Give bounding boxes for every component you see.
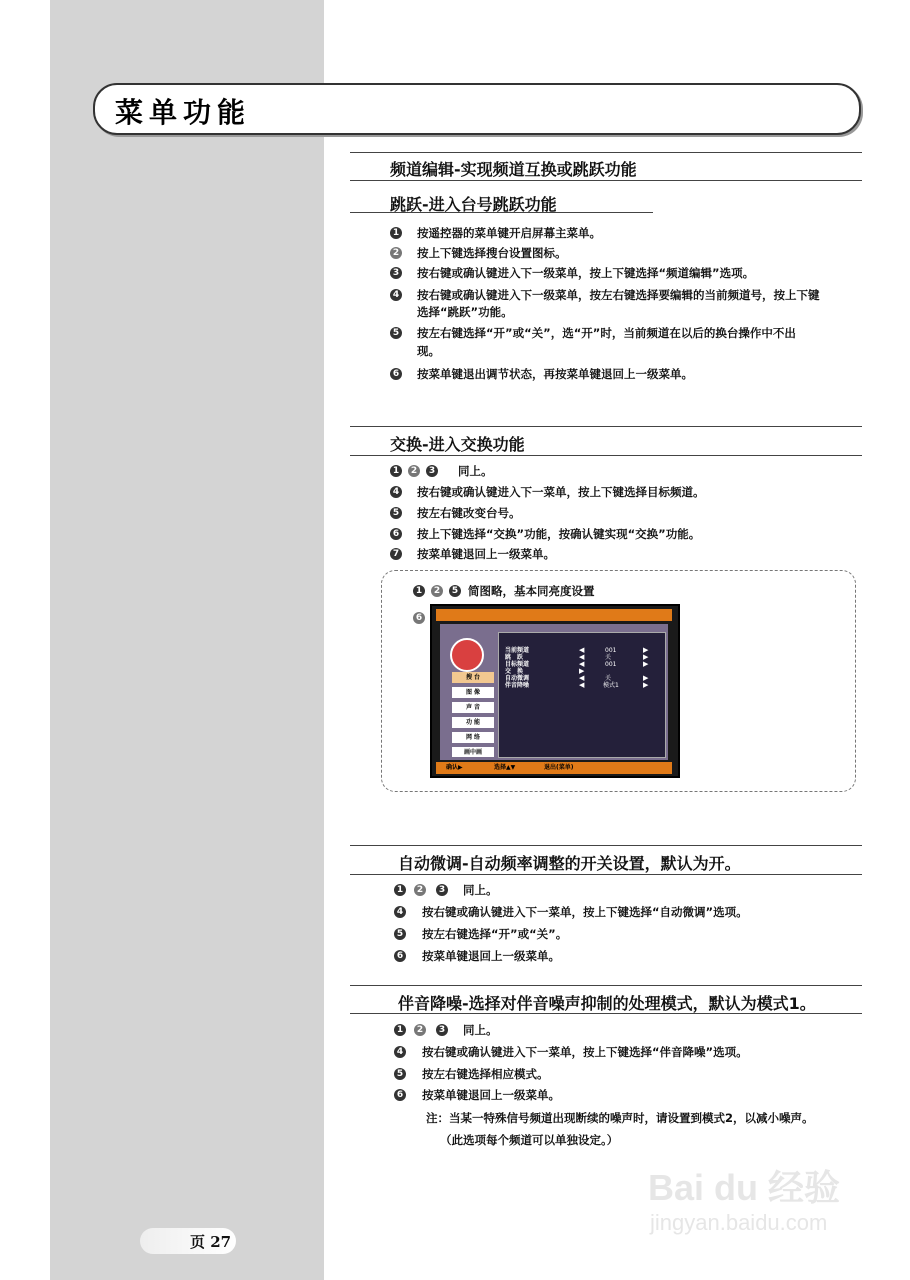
tv-top-bar — [436, 609, 672, 621]
divider — [350, 985, 862, 986]
step-number: 1 — [390, 227, 402, 239]
step-number: 1 — [390, 465, 402, 477]
step-text: 按上下键选择“交换”功能，按确认键实现“交换”功能。 — [417, 527, 701, 541]
right-arrow-icon: ▶ — [643, 646, 649, 654]
step-number: 6 — [394, 950, 406, 962]
step-text: 同上。 — [463, 883, 498, 897]
divider — [350, 152, 862, 153]
divider — [350, 180, 862, 181]
divider — [350, 212, 653, 213]
tv-menu-screenshot — [430, 604, 680, 778]
step-text: 同上。 — [463, 1023, 498, 1037]
divider — [350, 874, 862, 875]
section-title-swap: 交换-进入交换功能 — [390, 435, 525, 454]
divider — [350, 845, 862, 846]
step-text: 按上下键选择搜台设置图标。 — [417, 246, 567, 260]
step-number: 2 — [414, 1024, 426, 1036]
tv-row-value: 001 — [605, 661, 617, 668]
step-number: 5 — [449, 585, 461, 597]
tv-menu-item: 图 像 — [452, 687, 494, 698]
step-number: 4 — [390, 486, 402, 498]
left-arrow-icon: ◀ — [579, 653, 585, 661]
tv-row-value: 模式1 — [603, 682, 619, 689]
step-number: 4 — [394, 906, 406, 918]
step-number: 1 — [394, 884, 406, 896]
tv-hint-confirm: 确认▶ — [446, 764, 463, 771]
step-text: 按左右键选择“开”或“关”，选“开”时，当前频道在以后的换台操作中不出 — [417, 326, 796, 340]
step-number: 4 — [394, 1046, 406, 1058]
step-number: 4 — [390, 289, 402, 301]
step-text: 按右键或确认键进入下一级菜单，按左右键选择要编辑的当前频道号，按上下键 — [417, 288, 820, 302]
tv-hint-select: 选择▲▼ — [494, 764, 516, 771]
box-caption: 简图略，基本同亮度设置 — [468, 584, 595, 598]
left-arrow-icon: ◀ — [579, 646, 585, 654]
step-text: 同上。 — [458, 464, 493, 478]
step-text: 按左右键选择相应模式。 — [422, 1067, 549, 1081]
step-number: 1 — [394, 1024, 406, 1036]
section-title-channel-edit: 频道编辑-实现频道互换或跳跃功能 — [390, 160, 637, 179]
left-arrow-icon: ◀ — [579, 674, 585, 682]
step-number: 6 — [390, 528, 402, 540]
step-number: 3 — [390, 267, 402, 279]
baidu-watermark-url: jingyan.baidu.com — [650, 1210, 828, 1235]
tv-menu-item: 网 络 — [452, 732, 494, 743]
step-text: 现。 — [417, 344, 440, 358]
left-gray-band — [50, 0, 324, 1280]
step-text: 按菜单键退回上一级菜单。 — [417, 547, 555, 561]
section-title-afc: 自动微调-自动频率调整的开关设置，默认为开。 — [398, 854, 741, 873]
step-number: 1 — [413, 585, 425, 597]
step-number: 6 — [394, 1089, 406, 1101]
section-title-skip: 跳跃-进入台号跳跃功能 — [390, 195, 557, 214]
tv-row-label: 交 换 — [505, 668, 524, 675]
step-number: 2 — [408, 465, 420, 477]
step-number: 2 — [431, 585, 443, 597]
tv-row-value: 001 — [605, 647, 617, 654]
divider — [350, 455, 862, 456]
tv-row-label: 伴音降噪 — [505, 682, 530, 689]
step-text: 按右键或确认键进入下一菜单，按上下键选择目标频道。 — [417, 485, 705, 499]
step-text: 按左右键改变台号。 — [417, 506, 521, 520]
tv-menu-item: 画中画 — [452, 747, 494, 757]
left-arrow-icon: ◀ — [579, 681, 585, 689]
right-arrow-icon: ▶ — [643, 660, 649, 668]
tv-menu-item: 搜 台 — [452, 672, 494, 683]
left-arrow-icon: ◀ — [579, 660, 585, 668]
tv-row-value: 关 — [605, 654, 612, 661]
step-number: 3 — [426, 465, 438, 477]
step-text: 按右键或确认键进入下一菜单，按上下键选择“伴音降噪”选项。 — [422, 1045, 748, 1059]
satellite-icon — [450, 638, 484, 672]
step-number: 6 — [390, 368, 402, 380]
chapter-title: 菜单功能 — [115, 96, 252, 129]
step-text: 按右键或确认键进入下一菜单，按上下键选择“自动微调”选项。 — [422, 905, 748, 919]
right-arrow-icon: ▶ — [643, 674, 649, 682]
step-number: 2 — [414, 884, 426, 896]
step-number: 3 — [436, 1024, 448, 1036]
page-number: 页 27 — [190, 1233, 232, 1251]
tv-row-label: 自动微调 — [505, 675, 530, 682]
step-number: 5 — [394, 928, 406, 940]
step-number: 5 — [390, 327, 402, 339]
tv-settings-list — [498, 632, 666, 758]
tv-menu-item: 声 音 — [452, 702, 494, 713]
right-arrow-icon: ▶ — [643, 681, 649, 689]
step-number: 2 — [390, 247, 402, 259]
tv-row-value: 关 — [605, 675, 612, 682]
step-number: 5 — [394, 1068, 406, 1080]
step-text: 按菜单键退回上一级菜单。 — [422, 1088, 560, 1102]
divider — [350, 426, 862, 427]
step-text: 按右键或确认键进入下一级菜单，按上下键选择“频道编辑”选项。 — [417, 266, 755, 280]
tv-row-label: 目标频道 — [505, 661, 530, 668]
note-text: （此选项每个频道可以单独设定。） — [440, 1133, 619, 1147]
step-number: 5 — [390, 507, 402, 519]
section-title-noise-reduction: 伴音降噪-选择对伴音噪声抑制的处理模式，默认为模式1。 — [398, 994, 816, 1013]
baidu-watermark-logo: Bai du 经验 — [648, 1167, 841, 1208]
tv-menu-item: 功 能 — [452, 717, 494, 728]
step-text: 按左右键选择“开”或“关”。 — [422, 927, 568, 941]
note-text: 注：当某一特殊信号频道出现断续的噪声时，请设置到模式2，以减小噪声。 — [426, 1111, 814, 1125]
tv-row-label: 当前频道 — [505, 647, 530, 654]
right-arrow-icon: ▶ — [579, 667, 585, 675]
step-text: 按遥控器的菜单键开启屏幕主菜单。 — [417, 226, 601, 240]
tv-panel — [440, 624, 668, 760]
tv-bottom-bar — [436, 762, 672, 774]
step-text: 按菜单键退回上一级菜单。 — [422, 949, 560, 963]
step-number: 7 — [390, 548, 402, 560]
step-number: 3 — [436, 884, 448, 896]
tv-hint-exit: 退出(菜单) — [544, 764, 574, 771]
tv-row-label: 跳 跃 — [505, 654, 524, 661]
step-text: 选择“跳跃”功能。 — [417, 305, 513, 319]
chapter-title-box — [93, 83, 861, 135]
step-text: 按菜单键退出调节状态，再按菜单键退回上一级菜单。 — [417, 367, 693, 381]
page-number-badge — [140, 1228, 236, 1254]
divider — [350, 1013, 862, 1014]
step-number: 6 — [413, 612, 425, 624]
right-arrow-icon: ▶ — [643, 653, 649, 661]
